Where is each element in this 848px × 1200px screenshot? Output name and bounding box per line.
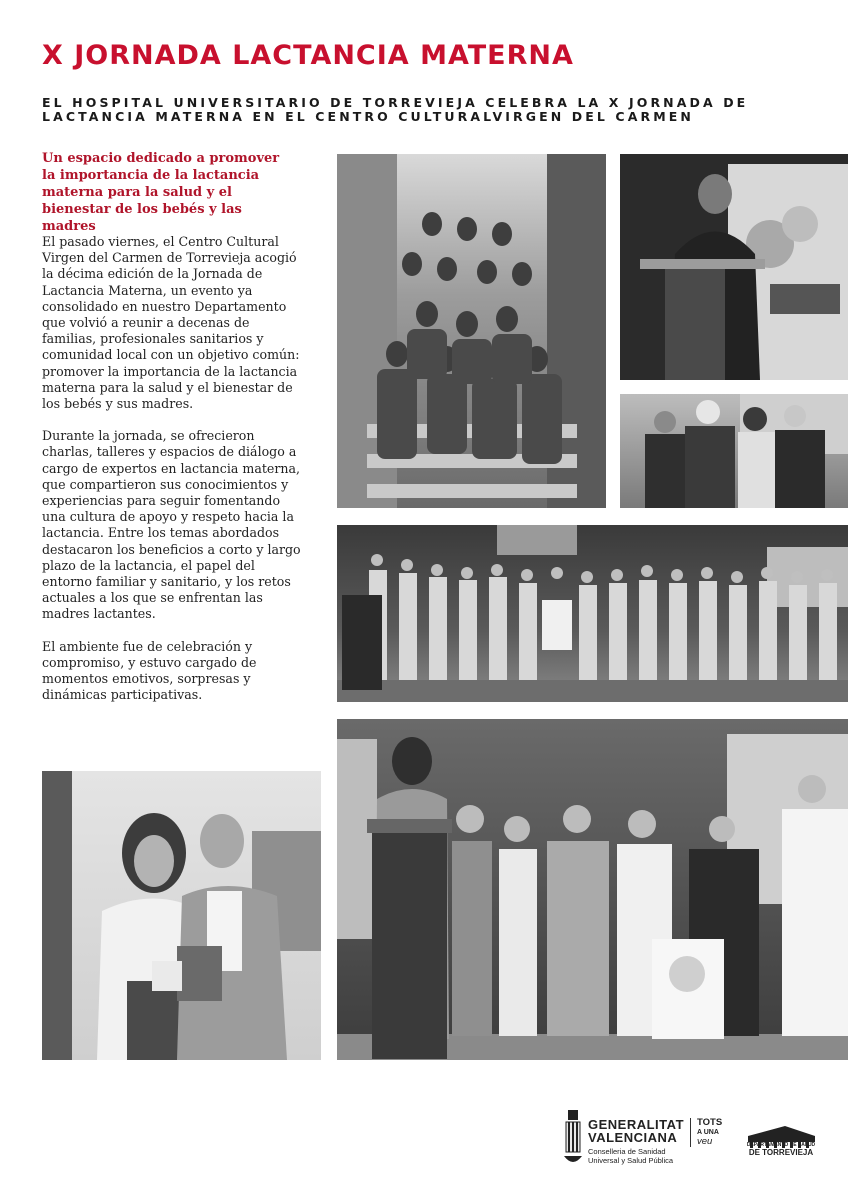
lead-paragraph: Un espacio dedicado a promover la importancia de la lactancia materna para la salud y el bienestar de los bebés y las madres bbox=[42, 151, 280, 234]
article-paragraph: El pasado viernes, el Centro Cultural Virgen del Carmen de Torrevieja acogió la décima edición de la Jornada de Lactancia Materna, un evento ya consolidado en nuestro Departamento que volvió a reunir a decenas de familias, profesionales sanitarios y comunidad local con un objetivo común: promover la importancia de la lactancia materna para la salud y el bienestar de los bebés y sus madres. bbox=[42, 234, 300, 412]
photo-attendees-conversation bbox=[620, 394, 848, 508]
photo-group-stage bbox=[337, 525, 848, 702]
tots-a-una-veu-logo bbox=[690, 1118, 733, 1147]
article-body bbox=[42, 234, 307, 719]
page-title: X JORNADA LACTANCIA MATERNA bbox=[42, 40, 574, 71]
conselleria-line1: Conselleria de Sanidad bbox=[588, 1147, 666, 1156]
conselleria-line2: Universal y Salud Pública bbox=[588, 1156, 674, 1165]
dept-line2: DE TORREVIEJA bbox=[748, 1148, 814, 1157]
generalitat-crest-icon bbox=[564, 1110, 582, 1162]
photo-group-stairs bbox=[337, 154, 606, 508]
article-paragraph: El ambiente fue de celebración y compromiso, y estuvo cargado de momentos emotivos, sorpresas y dinámicas participativas. bbox=[42, 638, 257, 703]
dept-line1: DEPARTAMENTO DE SALUD bbox=[746, 1142, 816, 1148]
photo-two-people-book bbox=[42, 771, 321, 1060]
tots-line1: TOTS bbox=[697, 1117, 723, 1128]
generalitat-name-line2: VALENCIANA bbox=[588, 1130, 678, 1145]
departamento-torrevieja-logo bbox=[745, 1142, 817, 1157]
article-paragraph: Durante la jornada, se ofrecieron charlas, talleres y espacios de diálogo a cargo de expertos en lactancia materna, que compartieron sus conocimientos y experiencias para seguir fomentando una cultura de apoyo y respeto hacia la lactancia. Entre los temas abordados destacaron los beneficios a corto y largo plazo de la lactancia, el papel del entorno familiar y sanitario, y los retos actuales a los que se enfrentan las madres lactantes. bbox=[42, 428, 301, 622]
generalitat-name-line1: GENERALITAT bbox=[588, 1117, 685, 1132]
photo-speakers-stage bbox=[337, 719, 848, 1060]
tots-line2: A UNA bbox=[697, 1128, 719, 1136]
page-subtitle: EL HOSPITAL UNIVERSITARIO DE TORREVIEJA CELEBRA LA X JORNADA DE LACTANCIA MATERNA EN EL CENTRO CULTURALVIRGEN DEL CARMEN bbox=[42, 95, 749, 124]
photo-speaker-podium bbox=[620, 154, 848, 380]
generalitat-logo bbox=[588, 1118, 684, 1165]
tots-line3: veu bbox=[697, 1136, 713, 1147]
